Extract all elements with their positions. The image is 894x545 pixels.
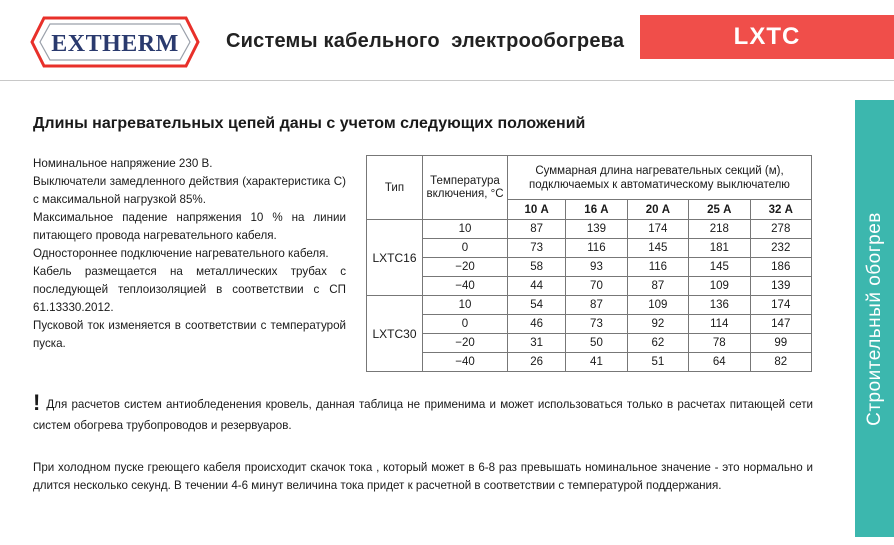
temp-cell: −40 <box>423 277 508 296</box>
table-row <box>367 277 812 296</box>
value-cell: 26 <box>508 353 566 372</box>
value-cell: 78 <box>689 334 750 353</box>
temp-cell: 0 <box>423 315 508 334</box>
table-row <box>367 353 812 372</box>
value-cell: 87 <box>566 296 627 315</box>
value-cell: 136 <box>689 296 750 315</box>
table-row <box>367 296 812 315</box>
header-type: Тип <box>367 156 423 220</box>
cable-type: LXTC30 <box>367 296 423 372</box>
side-category-label: Строительный обогрев <box>863 211 885 426</box>
value-cell: 278 <box>750 220 812 239</box>
warning-text: Для расчетов систем антиобледенения кровель, данная таблица не применима и может использоваться только в расчетах питающей сети систем обогрева трубопроводов и резервуаров. <box>33 398 813 432</box>
value-cell: 232 <box>750 239 812 258</box>
side-category-tab <box>855 100 894 537</box>
value-cell: 93 <box>566 258 627 277</box>
table-row <box>367 258 812 277</box>
header-total-length: Суммарная длина нагревательных секций (м), подключаемых к автоматическому выключателю <box>508 156 812 200</box>
header-amp: 20 А <box>627 200 688 220</box>
cold-start-note: При холодном пуске греющего кабеля происходит скачок тока , который может в 6-8 раз превышать номинальное значение - это нормально и длится несколько секунд. В течении 4-6 минут величина тока придет к расчетной в соответствии с температурой поддержания. <box>33 461 813 492</box>
temp-cell: 0 <box>423 239 508 258</box>
extherm-logo <box>30 14 200 70</box>
value-cell: 109 <box>689 277 750 296</box>
header-divider <box>0 80 894 81</box>
value-cell: 50 <box>566 334 627 353</box>
logo-wordmark: EXTHERM <box>51 31 179 57</box>
value-cell: 82 <box>750 353 812 372</box>
exclamation-icon: ! <box>33 390 41 415</box>
note-item: Пусковой ток изменяется в соответствии с температурой пуска. <box>33 319 346 350</box>
value-cell: 174 <box>750 296 812 315</box>
header-amp: 32 А <box>750 200 812 220</box>
header-amp: 10 А <box>508 200 566 220</box>
value-cell: 139 <box>566 220 627 239</box>
circuit-length-table <box>366 155 812 372</box>
value-cell: 41 <box>566 353 627 372</box>
product-badge: LXTC <box>640 15 894 59</box>
note-item: Выключатели замедленного действия (характеристика С) с максимальной нагрузкой 85%. <box>33 175 346 206</box>
value-cell: 51 <box>627 353 688 372</box>
cable-type: LXTC16 <box>367 220 423 296</box>
value-cell: 186 <box>750 258 812 277</box>
value-cell: 92 <box>627 315 688 334</box>
value-cell: 54 <box>508 296 566 315</box>
value-cell: 31 <box>508 334 566 353</box>
value-cell: 145 <box>689 258 750 277</box>
value-cell: 87 <box>508 220 566 239</box>
table-row <box>367 239 812 258</box>
value-cell: 218 <box>689 220 750 239</box>
warning-notice <box>33 392 813 436</box>
value-cell: 147 <box>750 315 812 334</box>
value-cell: 181 <box>689 239 750 258</box>
value-cell: 139 <box>750 277 812 296</box>
section-heading: Длины нагревательных цепей даны с учетом следующих положений <box>33 115 586 132</box>
value-cell: 145 <box>627 239 688 258</box>
header-temperature: Температура включения, °С <box>423 156 508 220</box>
temp-cell: 10 <box>423 296 508 315</box>
note-item: Одностороннее подключение нагревательного кабеля. <box>33 247 329 260</box>
value-cell: 99 <box>750 334 812 353</box>
value-cell: 116 <box>566 239 627 258</box>
temp-cell: −20 <box>423 334 508 353</box>
value-cell: 73 <box>508 239 566 258</box>
note-item: Номинальное напряжение 230 В. <box>33 157 213 170</box>
value-cell: 62 <box>627 334 688 353</box>
temp-cell: 10 <box>423 220 508 239</box>
note-item: Кабель размещается на металлических трубах с последующей теплоизоляцией в соответствии с СП 61.13330.2012. <box>33 265 346 314</box>
conditions-notes <box>33 155 346 353</box>
value-cell: 58 <box>508 258 566 277</box>
note-item: Максимальное падение напряжения 10 % на линии питающего провода нагревательного кабеля. <box>33 211 346 242</box>
value-cell: 114 <box>689 315 750 334</box>
value-cell: 87 <box>627 277 688 296</box>
value-cell: 46 <box>508 315 566 334</box>
value-cell: 70 <box>566 277 627 296</box>
header-amp: 16 А <box>566 200 627 220</box>
table-row <box>367 315 812 334</box>
value-cell: 64 <box>689 353 750 372</box>
value-cell: 174 <box>627 220 688 239</box>
header-amp: 25 А <box>689 200 750 220</box>
table-row <box>367 220 812 239</box>
value-cell: 109 <box>627 296 688 315</box>
value-cell: 73 <box>566 315 627 334</box>
value-cell: 116 <box>627 258 688 277</box>
header-title: Системы кабельного электрообогрева <box>226 30 625 52</box>
value-cell: 44 <box>508 277 566 296</box>
temp-cell: −40 <box>423 353 508 372</box>
temp-cell: −20 <box>423 258 508 277</box>
table-row <box>367 334 812 353</box>
